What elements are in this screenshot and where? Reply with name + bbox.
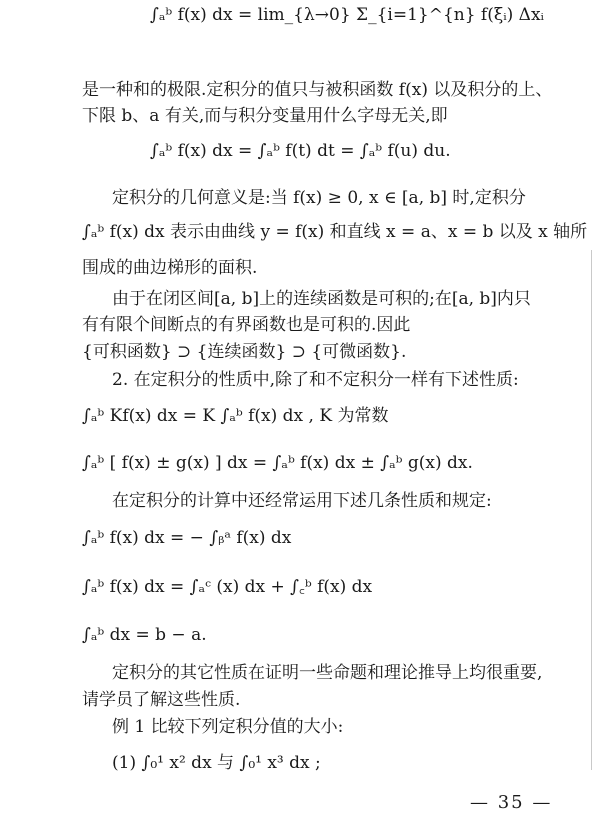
formula-sum-rule: ∫ₐᵇ [ f(x) ± g(x) ] dx = ∫ₐᵇ f(x) dx ± ∫ₐᵇ g(x) dx. — [82, 453, 473, 473]
formula-reversed-limits: ∫ₐᵇ f(x) dx = − ∫ᵦᵃ f(x) dx — [82, 528, 292, 548]
scan-edge-line — [591, 250, 592, 770]
formula-variable-independence: ∫ₐᵇ f(x) dx = ∫ₐᵇ f(t) dt = ∫ₐᵇ f(u) du. — [150, 141, 451, 161]
paragraph-5-line-1: 在定积分的计算中还经常运用下述几条性质和规定: — [112, 491, 492, 511]
paragraph-2-line-2: ∫ₐᵇ f(x) dx 表示由曲线 y = f(x) 和直线 x = a、x = b 以及 x 轴所 — [82, 222, 588, 242]
paragraph-3-line-1: 由于在闭区间[a, b]上的连续函数是可积的;在[a, b]内只 — [112, 289, 531, 309]
formula-limit-definition: ∫ₐᵇ f(x) dx = lim_{λ→0} Σ_{i=1}^{n} f(ξᵢ) Δxᵢ — [150, 5, 544, 25]
paragraph-6-line-1: 定积分的其它性质在证明一些命题和理论推导上均很重要, — [112, 663, 543, 683]
formula-constant-factor: ∫ₐᵇ Kf(x) dx = K ∫ₐᵇ f(x) dx , K 为常数 — [82, 406, 389, 426]
example-1-heading: 例 1 比较下列定积分值的大小: — [112, 717, 344, 737]
page-number: — 35 — — [470, 792, 553, 813]
formula-unit-integral: ∫ₐᵇ dx = b − a. — [82, 625, 207, 645]
example-1-item-1: (1) ∫₀¹ x² dx 与 ∫₀¹ x³ dx ; — [112, 753, 321, 773]
paragraph-6-line-2: 请学员了解这些性质. — [82, 690, 241, 710]
formula-additivity: ∫ₐᵇ f(x) dx = ∫ₐᶜ (x) dx + ∫꜀ᵇ f(x) dx — [82, 577, 373, 597]
paragraph-4-line-1: 2. 在定积分的性质中,除了和不定积分一样有下述性质: — [112, 370, 519, 390]
paragraph-2-line-3: 围成的曲边梯形的面积. — [82, 258, 258, 278]
paragraph-3-line-2: 有有限个间断点的有界函数也是可积的.因此 — [82, 315, 411, 335]
paragraph-1-line-1: 是一种和的极限.定积分的值只与被积函数 f(x) 以及积分的上、 — [82, 80, 553, 100]
paragraph-2-line-1: 定积分的几何意义是:当 f(x) ≥ 0, x ∈ [a, b] 时,定积分 — [112, 188, 526, 208]
paragraph-1-line-2: 下限 b、a 有关,而与积分变量用什么字母无关,即 — [82, 106, 448, 126]
paragraph-3-line-3: {可积函数} ⊃ {连续函数} ⊃ {可微函数}. — [82, 342, 407, 362]
